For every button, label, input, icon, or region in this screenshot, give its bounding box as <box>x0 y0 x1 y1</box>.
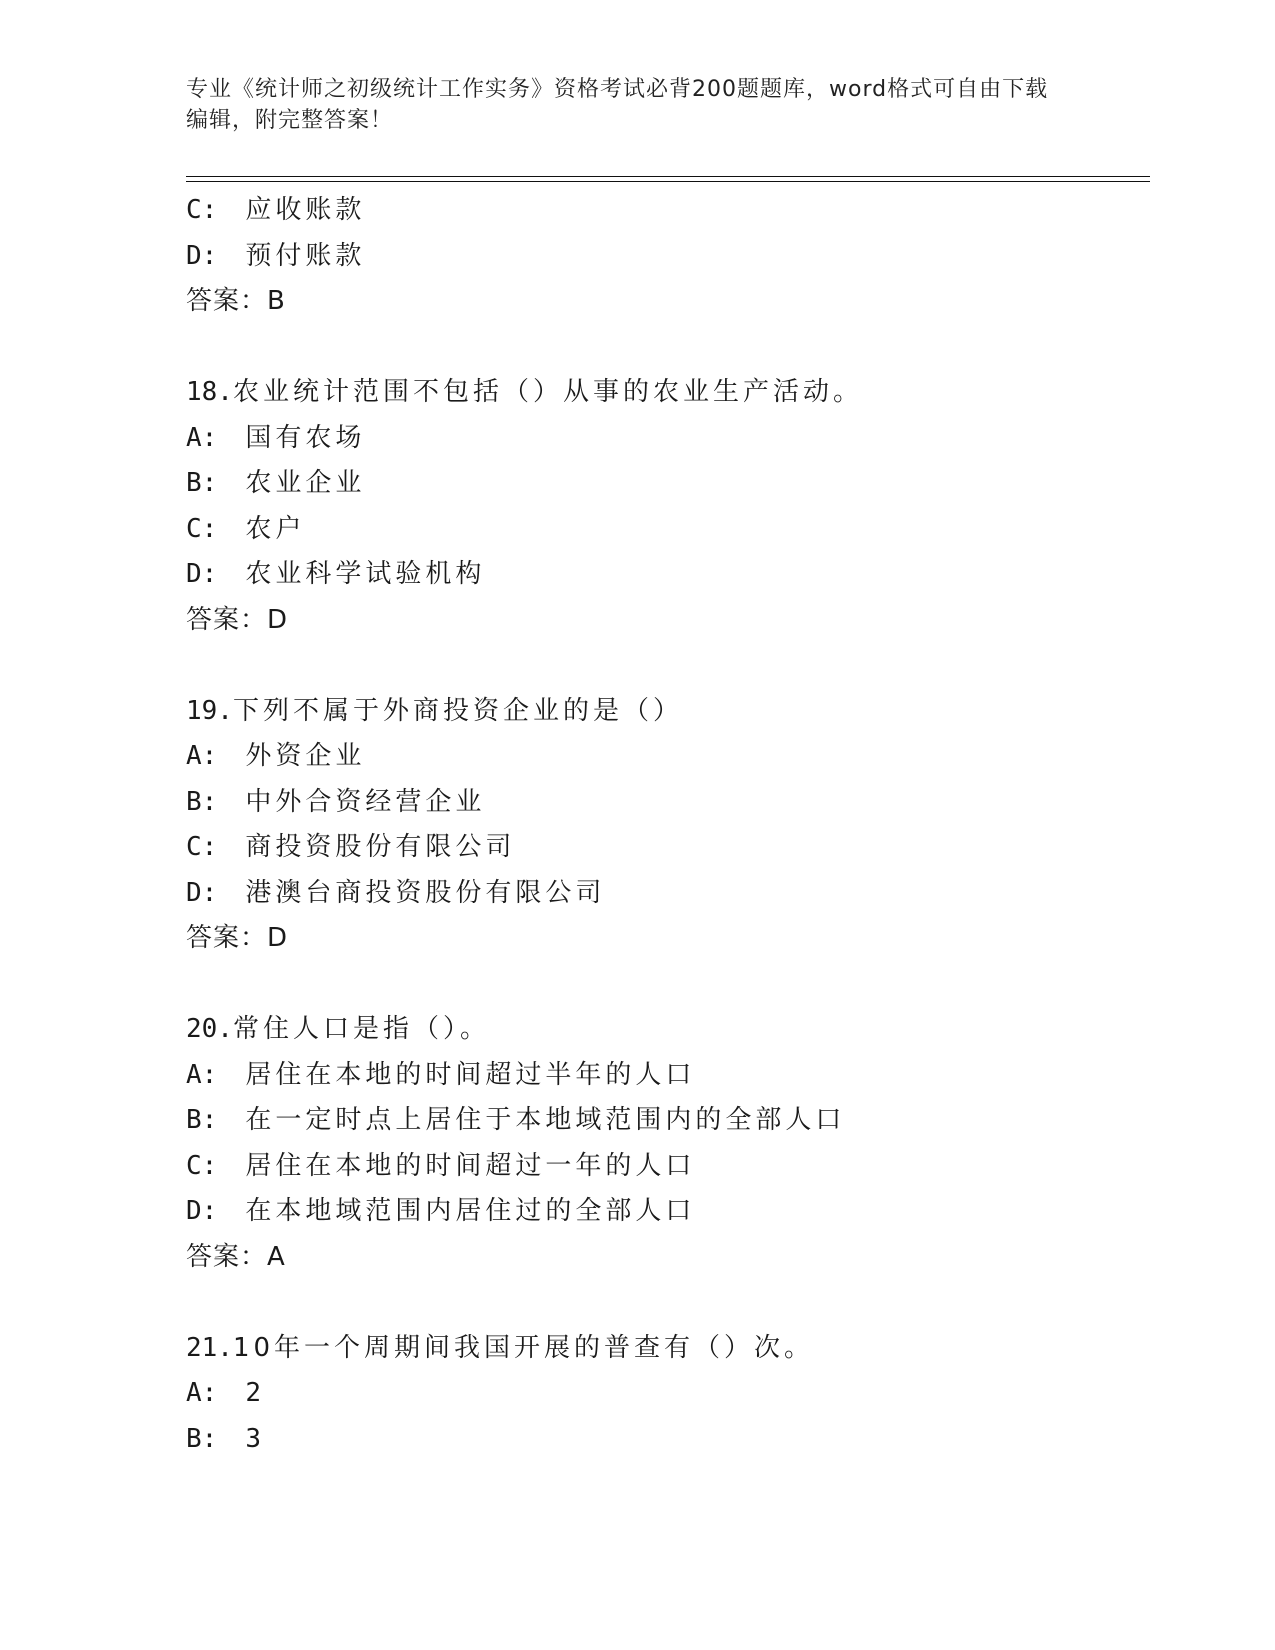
option-line <box>186 188 1150 234</box>
option-line <box>186 507 1150 553</box>
option-line <box>186 825 1150 871</box>
option-line <box>186 234 1150 280</box>
option-letter: D: <box>186 1196 218 1226</box>
answer-value: D <box>267 604 288 635</box>
question-line <box>186 1326 1150 1372</box>
header-rule-top <box>186 176 1150 177</box>
answer-line <box>186 1235 1150 1281</box>
option-text: 农业科学试验机构 <box>245 559 486 589</box>
option-text: 国有农场 <box>245 422 366 453</box>
question-text: 常住人口是指（）。 <box>232 1014 490 1044</box>
option-line <box>186 871 1150 917</box>
option-line <box>186 1371 1150 1417</box>
option-letter: D: <box>186 877 218 908</box>
option-line <box>186 1144 1150 1190</box>
option-text: 在本地域范围内居住过的全部人口 <box>245 1196 696 1226</box>
option-line <box>186 1098 1150 1144</box>
option-letter: C: <box>186 195 218 225</box>
option-letter: C: <box>186 513 218 544</box>
answer-line <box>186 279 1150 325</box>
option-letter: B: <box>186 1423 218 1454</box>
option-letter: A: <box>186 1378 218 1408</box>
question-number: 20. <box>186 1014 233 1044</box>
option-letter: A: <box>186 1059 218 1090</box>
option-text: 农户 <box>245 513 306 544</box>
option-text: 在一定时点上居住于本地域范围内的全部人口 <box>245 1105 846 1135</box>
option-letter: B: <box>186 786 218 817</box>
answer-line <box>186 598 1150 644</box>
answer-value: D <box>267 923 288 953</box>
option-letter: A: <box>186 741 218 771</box>
answer-line <box>186 916 1150 962</box>
option-line <box>186 780 1150 826</box>
option-text: 港澳台商投资股份有限公司 <box>245 877 606 908</box>
option-letter: B: <box>186 468 218 498</box>
option-line <box>186 1053 1150 1099</box>
question-text: 10年一个周期间我国开展的普查有（）次。 <box>232 1332 815 1363</box>
option-letter: C: <box>186 1150 218 1181</box>
answer-value: A <box>267 1241 285 1272</box>
answer-label: 答案： <box>186 923 268 953</box>
option-text: 中外合资经营企业 <box>245 786 486 817</box>
option-text: 居住在本地的时间超过一年的人口 <box>245 1150 696 1181</box>
option-line <box>186 416 1150 462</box>
option-text: 外资企业 <box>245 741 366 771</box>
option-line <box>186 734 1150 780</box>
option-text: 商投资股份有限公司 <box>245 832 516 862</box>
answer-value: B <box>267 286 285 316</box>
question-number: 18. <box>186 377 233 407</box>
answer-label: 答案： <box>186 1241 268 1272</box>
question-line <box>186 370 1150 416</box>
option-text: 2 <box>245 1378 261 1408</box>
question-number: 21. <box>186 1332 233 1363</box>
option-letter: C: <box>186 832 218 862</box>
question-number: 19. <box>186 695 233 726</box>
option-letter: B: <box>186 1105 218 1135</box>
option-line <box>186 552 1150 598</box>
answer-label: 答案： <box>186 604 268 635</box>
question-line <box>186 1007 1150 1053</box>
option-letter: D: <box>186 559 218 589</box>
option-letter: A: <box>186 422 218 453</box>
option-text: 应收账款 <box>245 195 366 225</box>
question-text: 农业统计范围不包括（）从事的农业生产活动。 <box>232 377 863 407</box>
option-text: 预付账款 <box>245 240 366 271</box>
answer-label: 答案： <box>186 286 268 316</box>
option-text: 农业企业 <box>245 468 366 498</box>
question-content <box>186 188 1150 1462</box>
option-line <box>186 461 1150 507</box>
option-text: 居住在本地的时间超过半年的人口 <box>245 1059 696 1090</box>
header-rule-bottom <box>186 181 1150 182</box>
document-header-title: 专业《统计师之初级统计工作实务》资格考试必背200题题库，word格式可自由下载编辑，附完整答案！ <box>186 77 1049 133</box>
question-text: 下列不属于外商投资企业的是（） <box>232 695 683 726</box>
option-line <box>186 1417 1150 1463</box>
option-text: 3 <box>245 1423 261 1454</box>
option-letter: D: <box>186 240 218 271</box>
question-line <box>186 689 1150 735</box>
option-line <box>186 1189 1150 1235</box>
